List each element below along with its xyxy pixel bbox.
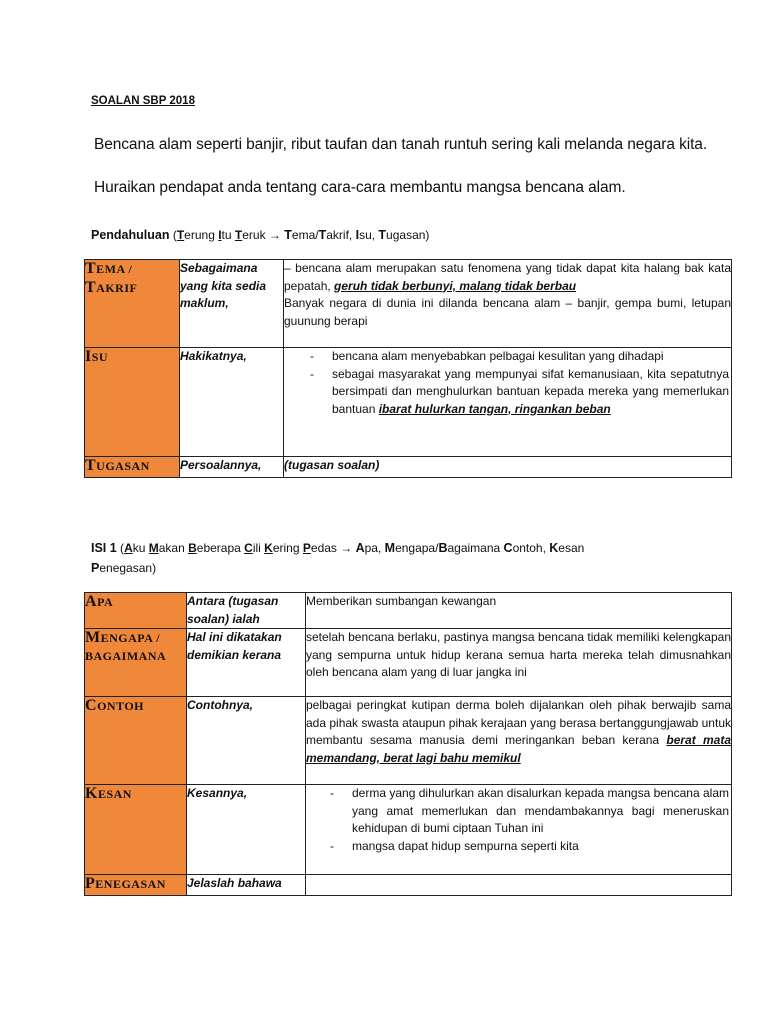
pendahuluan-title: Pendahuluan (91, 228, 170, 242)
connector-cell: Antara (tugasan soalan) ialah (187, 593, 306, 629)
question-line-2: Huraikan pendapat anda tentang cara-cara membantu mangsa bencana alam. (94, 179, 626, 196)
label-penegasan: PENEGASAN (85, 875, 187, 896)
content-cell: – bencana alam merupakan satu fenomena yang tidak dapat kita halang bak kata pepatah, geruh tidak berbunyi, malang tidak berbau Banyak negara di dunia ini dilanda bencana alam – banjir, gempa bumi, letupan guunung berapi (284, 260, 732, 348)
content-cell (306, 875, 732, 896)
peribahasa: ibarat hulurkan tangan, ringankan beban (378, 401, 611, 416)
list-item: - derma yang dihulurkan akan disalurkan kepada mangsa bencana alam yang amat memerlukan dan mendambakannya bagi meneruskan kehidupan di bumi ciptaan Tuhan ini (306, 785, 731, 838)
connector-cell: Persoalannya, (180, 457, 284, 478)
table-row (85, 697, 732, 785)
table-row (85, 260, 732, 348)
connector-cell: Contohnya, (187, 697, 306, 785)
label-tugasan: TUGASAN (85, 457, 180, 478)
pendahuluan-elements: Tema/Takrif, Isu, Tugasan (284, 228, 426, 242)
label-mengapa-bagaimana: MENGAPA / BAGAIMANA (85, 629, 187, 697)
isi1-title: ISI 1 (91, 541, 117, 555)
content-cell: setelah bencana berlaku, pastinya mangsa bencana tidak memiliki kelengkapan yang sempurna untuk hidup kerana semua harta mereka telah dimusnahkan oleh bencana alam yang di luar jangka ini (306, 629, 732, 697)
connector-cell: Kesannya, (187, 785, 306, 875)
content-cell: (tugasan soalan) (284, 457, 732, 478)
label-tema-takrif: TEMA / TAKRIF (85, 260, 180, 348)
table-row (85, 875, 732, 896)
peribahasa: berat mata memandang, berat lagi bahu memikul (306, 733, 731, 765)
list-item: - bencana alam menyebabkan pelbagai kesulitan yang dihadapi (284, 348, 731, 366)
connector-cell: Hakikatnya, (180, 348, 284, 457)
arrow-right-icon: → (268, 228, 281, 242)
content-cell: pelbagai peringkat kutipan derma boleh dijalankan oleh pihak berwajib sama ada pihak swasta ataupun pihak kerajaan yang berasa bertanggungjawab untuk membantu sesama manusia demi meringankan beban kerana berat mata memandang, berat lagi bahu memikul (306, 697, 732, 785)
label-isu: ISU (85, 348, 180, 457)
label-contoh: CONTOH (85, 697, 187, 785)
table-row (85, 629, 732, 697)
content-cell (306, 785, 732, 875)
table-row (85, 785, 732, 875)
label-kesan: KESAN (85, 785, 187, 875)
section-title-pendahuluan: Pendahuluan (Terung Itu Teruk → Tema/Takrif, Isu, Tugasan) (91, 228, 430, 242)
isi1-elements: Apa, Mengapa/Bagaimana Contoh, Kesan Penegasan (91, 541, 585, 575)
connector-cell: Hal ini dikatakan demikian kerana (187, 629, 306, 697)
section-title-isi1: ISI 1 (Aku Makan Beberapa Cili Kering Pedas → Apa, Mengapa/Bagaimana Contoh, Kesan Penegasan) (91, 541, 585, 575)
content-cell (284, 348, 732, 457)
isi1-mnemonic: Aku Makan Beberapa Cili Kering Pedas (124, 541, 341, 555)
list-item: - sebagai masyarakat yang mempunyai sifat kemanusiaan, kita sepatutnya bersimpati dan menghulurkan bantuan kepada mereka yang memerlukan bantuan ibarat hulurkan tangan, ringankan beban (284, 366, 731, 419)
connector-cell: Sebagaimana yang kita sedia maklum, (180, 260, 284, 348)
table-row (85, 593, 732, 629)
connector-cell: Jelaslah bahawa (187, 875, 306, 896)
isi1-table (84, 592, 732, 896)
table-row (85, 457, 732, 478)
table-row (85, 348, 732, 457)
content-cell: Memberikan sumbangan kewangan (306, 593, 732, 629)
arrow-right-icon: → (340, 541, 353, 555)
label-apa: APA (85, 593, 187, 629)
list-item: - mangsa dapat hidup sempurna seperti kita (306, 838, 731, 856)
pendahuluan-table (84, 259, 732, 478)
question-line-1: Bencana alam seperti banjir, ribut taufan dan tanah runtuh sering kali melanda negara kita. (94, 136, 708, 153)
peribahasa: geruh tidak berbunyi, malang tidak berbau (334, 278, 577, 293)
page-heading: SOALAN SBP 2018 (91, 95, 195, 107)
pendahuluan-mnemonic: Terung Itu Teruk (176, 228, 269, 242)
